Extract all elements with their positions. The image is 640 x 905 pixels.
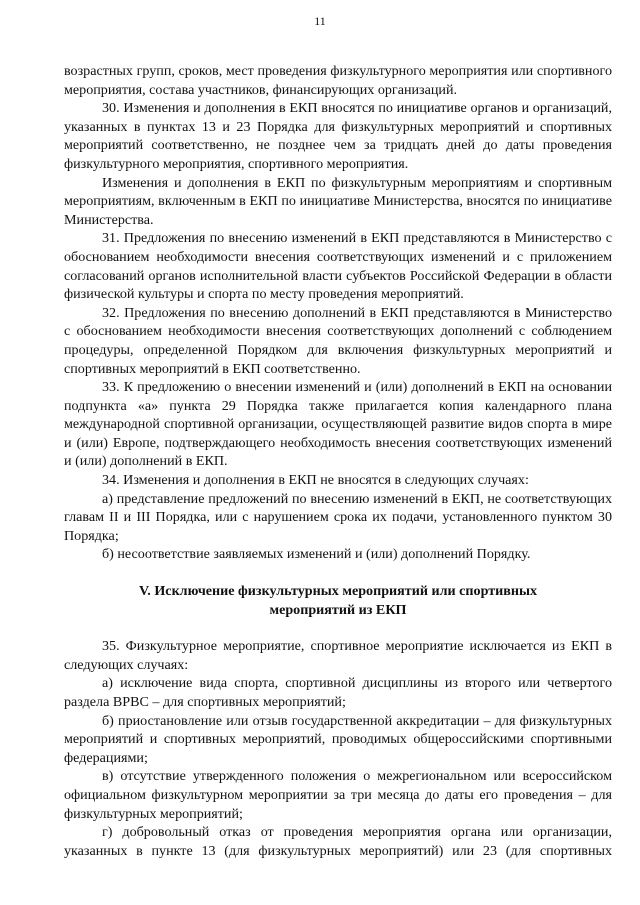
paragraph: а) представление предложений по внесению изменений в ЕКП, не соответствующих главам II и III Порядка, или с нарушением срока их подачи, установленного пунктом 30 Порядка;: [64, 490, 612, 544]
paragraph: возрастных групп, сроков, мест проведения физкультурного мероприятия или спортивного мероприятия, состава участников, финансирующих организаций.: [64, 63, 612, 98]
paragraph: 32. Предложения по внесению дополнений в ЕКП представляются в Министерство с обоснованием необходимости внесения соответствующих дополнений с соблюдением процедуры, определенной Порядком для включения физкультурных мероприятий и спортивных мероприятий в ЕКП соответственно.: [64, 304, 612, 377]
paragraph: б) несоответствие заявляемых изменений и (или) дополнений Порядку.: [102, 546, 531, 563]
paragraph: б) приостановление или отзыв государственной аккредитации – для физкультурных мероприятий и спортивных мероприятий, проводимых общероссийскими спортивными федерациями;: [64, 712, 612, 766]
paragraph: 34. Изменения и дополнения в ЕКП не вносятся в следующих случаях:: [102, 472, 529, 489]
paragraph: г) добровольный отказ от проведения мероприятия органа или организации, указанных в пункте 13 (для физкультурных мероприятий) или 23 (для спортивных: [64, 824, 612, 859]
paragraph: 33. К предложению о внесении изменений и (или) дополнений в ЕКП на основании подпункта «а» пункта 29 Порядка также прилагается копия календарного плана международной спортивной организации, осуществляющей развитие видов спорта в мире и (или) Европе, подтверждающего необходимость внесения соответствующих изменений и (или) дополнений в ЕКП.: [64, 379, 612, 470]
paragraph: 35. Физкультурное мероприятие, спортивное мероприятие исключается из ЕКП в следующих случаях:: [64, 638, 612, 673]
page-number: 11: [314, 14, 326, 28]
section-heading: [64, 582, 612, 619]
paragraph: 30. Изменения и дополнения в ЕКП вносятся по инициативе органов и организаций, указанных в пунктах 13 и 23 Порядка для физкультурных мероприятий и спортивных мероприятий соответственно, не позднее чем за тридцать дней до даты проведения физкультурного мероприятия, спортивного мероприятия.: [64, 100, 612, 172]
document-body: [64, 62, 612, 860]
paragraphs-after: [64, 637, 612, 860]
section-heading-line-1: V. Исключение физкультурных мероприятий или спортивных: [138, 583, 538, 600]
section-heading-line-2: мероприятий из ЕКП: [269, 601, 407, 618]
paragraph: 31. Предложения по внесению изменений в ЕКП представляются в Министерство с обоснованием необходимости внесения соответствующих изменений и с приложением согласований органов исполнительной власти субъектов Российской Федерации в области физической культуры и спорта по месту проведения мероприятий.: [64, 230, 612, 303]
paragraph: Изменения и дополнения в ЕКП по физкультурным мероприятиям и спортивным мероприятиям, включенным в ЕКП по инициативе Министерства, вносятся по инициативе Министерства.: [64, 174, 612, 228]
paragraph: в) отсутствие утвержденного положения о межрегиональном или всероссийском официальном физкультурном мероприятии за три месяца до даты его проведения – для физкультурных мероприятий;: [64, 768, 612, 822]
paragraph: а) исключение вида спорта, спортивной дисциплины из второго или четвертого раздела ВРВС – для спортивных мероприятий;: [64, 675, 612, 710]
paragraphs-before: [64, 62, 612, 564]
